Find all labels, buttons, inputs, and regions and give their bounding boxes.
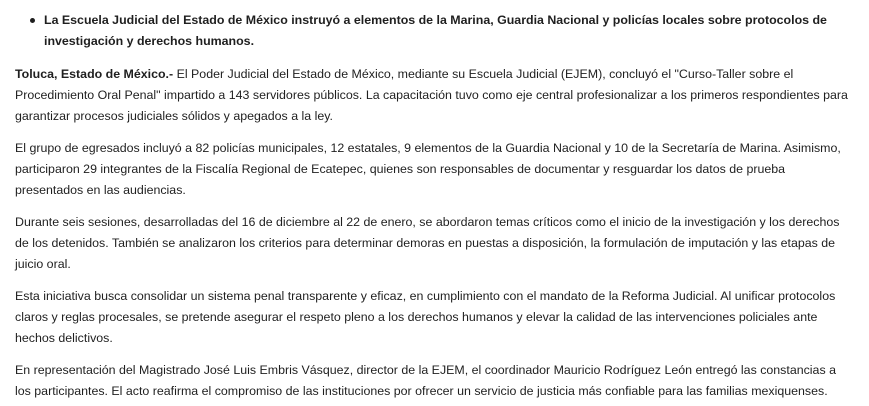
dateline: Toluca, Estado de México.-	[15, 67, 174, 81]
summary-bullet-item	[44, 10, 853, 52]
article-paragraph-sessions: Durante seis sesiones, desarrolladas del 16 de diciembre al 22 de enero, se abordaron temas críticos como el inicio de la investigación y los derechos de los detenidos. También se analizaron los criterios para determinar demoras en puestas a disposición, la formulación de imputación y las etapas de juicio oral.	[15, 215, 840, 271]
lead-paragraph	[15, 64, 853, 127]
article-paragraph-initiative: Esta iniciativa busca consolidar un sistema penal transparente y eficaz, en cumplimiento con el mandato de la Reforma Judicial. Al unificar protocolos claros y reglas procesales, se pretende asegurar el respeto pleno a los derechos humanos y elevar la calidad de las intervenciones policiales ante hechos delictivos.	[15, 289, 836, 345]
article-paragraph-participants: El grupo de egresados incluyó a 82 policías municipales, 12 estatales, 9 elementos de la Guardia Nacional y 10 de la Secretaría de Marina. Asimismo, participaron 29 integrantes de la Fiscalía Regional de Ecatepec, quienes son responsables de documentar y resguardar los datos de prueba presentados en las audiencias.	[15, 141, 841, 197]
summary-bullet-list	[15, 10, 853, 52]
article-paragraph-ceremony: En representación del Magistrado José Luis Embris Vásquez, director de la EJEM, el coordinador Mauricio Rodríguez León entregó las constancias a los participantes. El acto reafirma el compromiso de las instituciones por ofrecer un servicio de justicia más confiable para las familias mexiquenses.	[15, 363, 836, 398]
lead-text: El Poder Judicial del Estado de México, mediante su Escuela Judicial (EJEM), concluyó el "Curso-Taller sobre el Procedimiento Oral Penal" impartido a 143 servidores públicos. La capacitación tuvo como eje central profesionalizar a los primeros respondientes para garantizar procesos judiciales sólidos y apegados a la ley.	[15, 67, 848, 123]
summary-bullet-text: La Escuela Judicial del Estado de México instruyó a elementos de la Marina, Guardia Nacional y policías locales sobre protocolos de investigación y derechos humanos.	[44, 13, 827, 48]
bullet-dot-icon	[30, 18, 35, 23]
